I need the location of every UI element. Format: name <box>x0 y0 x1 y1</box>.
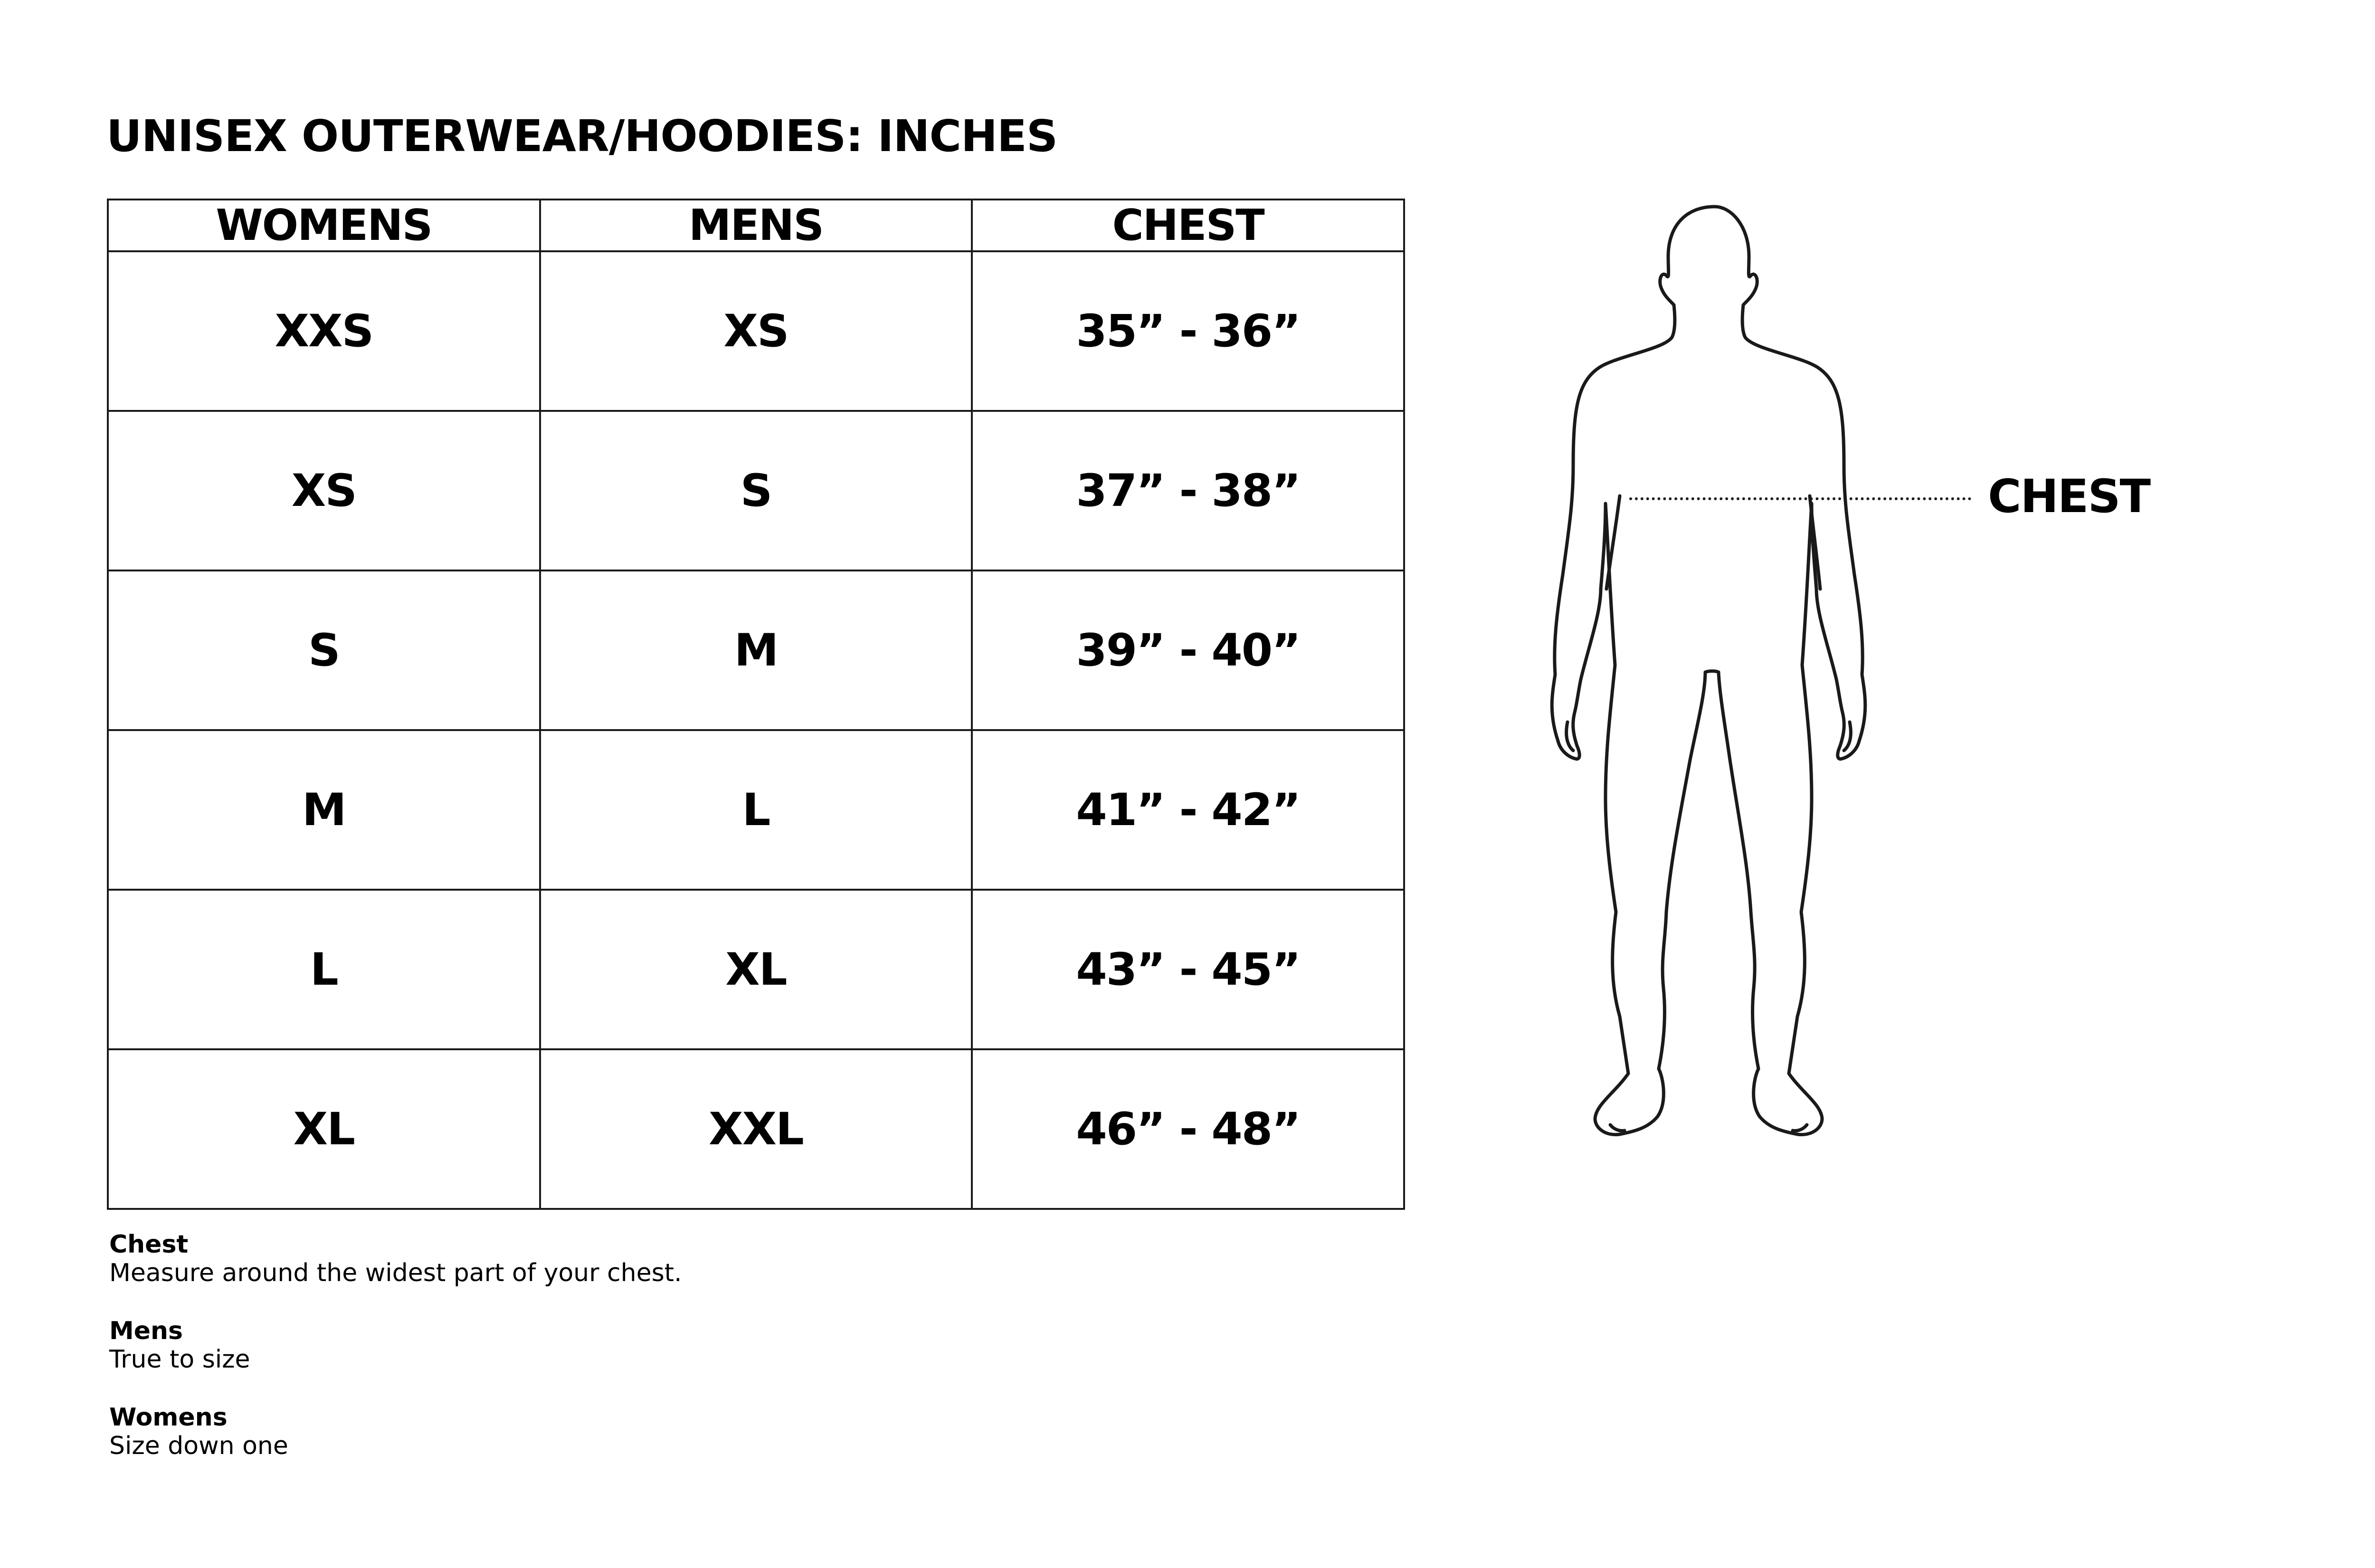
table-row <box>108 1049 1404 1209</box>
chest-diagram-label: CHEST <box>1988 470 2150 523</box>
mens-size-cell: M <box>540 570 972 730</box>
note-text: True to size <box>109 1345 250 1374</box>
mens-size-cell: L <box>540 730 972 890</box>
womens-size-cell: L <box>108 890 540 1049</box>
womens-size-cell: S <box>108 570 540 730</box>
table-row <box>108 411 1404 570</box>
size-chart-table <box>107 199 1405 1210</box>
table-row <box>108 251 1404 411</box>
chest-range-cell: 37” - 38” <box>972 411 1404 570</box>
note-title: Mens <box>109 1317 183 1345</box>
note-chest <box>109 1230 1297 1287</box>
body-outline-icon <box>1539 200 1900 1211</box>
table-header-row <box>108 200 1404 251</box>
size-notes <box>109 1230 1297 1490</box>
note-text: Measure around the widest part of your chest. <box>109 1259 682 1287</box>
chest-range-cell: 43” - 45” <box>972 890 1404 1049</box>
chest-range-cell: 46” - 48” <box>972 1049 1404 1209</box>
chest-range-cell: 35” - 36” <box>972 251 1404 411</box>
chest-range-cell: 41” - 42” <box>972 730 1404 890</box>
header-womens: WOMENS <box>108 200 540 251</box>
note-womens <box>109 1403 1297 1460</box>
note-text: Size down one <box>109 1432 288 1460</box>
note-title: Womens <box>109 1403 228 1432</box>
womens-size-cell: XS <box>108 411 540 570</box>
womens-size-cell: XL <box>108 1049 540 1209</box>
mens-size-cell: XS <box>540 251 972 411</box>
table-row <box>108 570 1404 730</box>
mens-size-cell: XXL <box>540 1049 972 1209</box>
page-title: UNISEX OUTERWEAR/HOODIES: INCHES <box>106 111 1058 162</box>
table-row <box>108 730 1404 890</box>
note-title: Chest <box>109 1230 189 1259</box>
header-mens: MENS <box>540 200 972 251</box>
note-mens <box>109 1317 1297 1374</box>
chest-range-cell: 39” - 40” <box>972 570 1404 730</box>
chest-measurement-line <box>1629 497 1971 500</box>
womens-size-cell: M <box>108 730 540 890</box>
womens-size-cell: XXS <box>108 251 540 411</box>
mens-size-cell: XL <box>540 890 972 1049</box>
table-row <box>108 890 1404 1049</box>
header-chest: CHEST <box>972 200 1404 251</box>
mens-size-cell: S <box>540 411 972 570</box>
